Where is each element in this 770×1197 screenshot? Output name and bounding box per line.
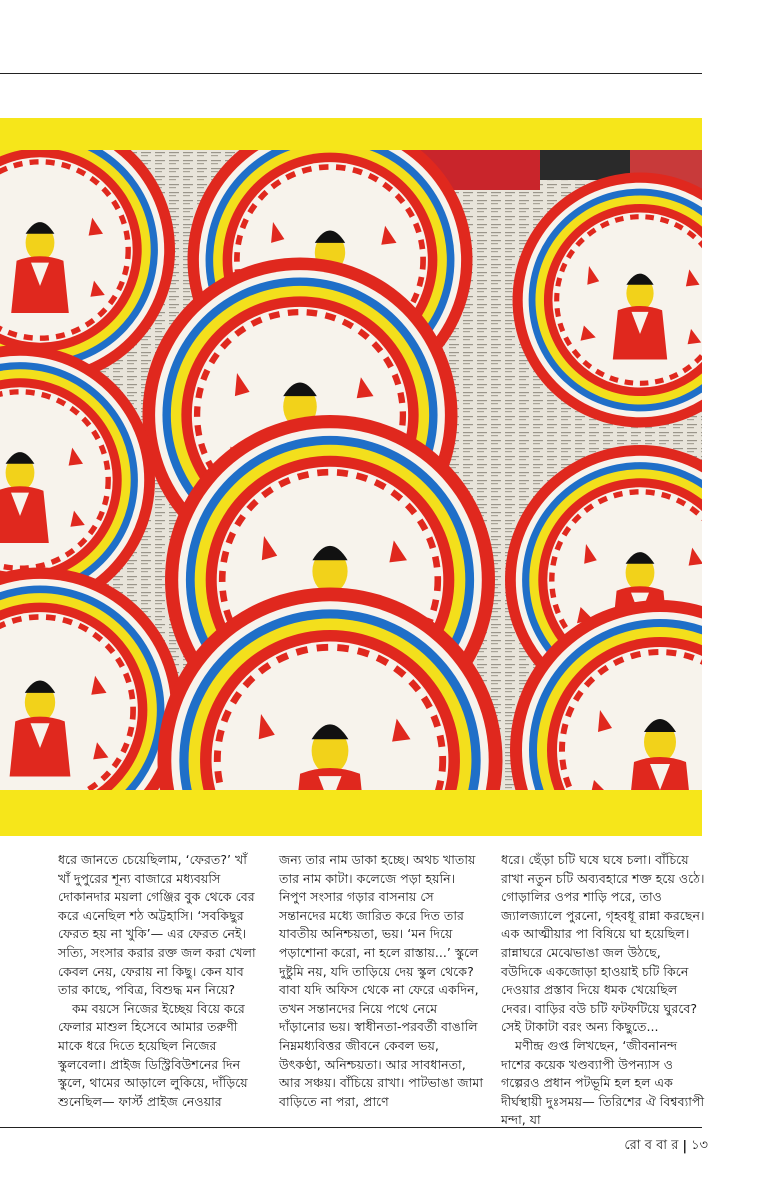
magazine-name: রো ব বা র [624, 1138, 679, 1153]
bottom-rule [0, 1127, 702, 1128]
article-column-3 [501, 851, 705, 1130]
page-footer [624, 1136, 708, 1157]
page-number: ১৩ [691, 1138, 708, 1153]
paragraph: কম বয়সে নিজের ইচ্ছেয় বিয়ে করে ফেলার মাশুল হিসেবে আমার তরুণী মাকে ধরে দিতে হয়েছিল নিজের স্কুলবেলা। প্রাইজ ডিস্ট্রিবিউশনের দিন স্কুলে, থামের আড়ালে লুকিয়ে, দাঁড়িয়ে শুনেছিল— ফার্স্ট প্রাইজ নেওয়ার [58, 1000, 248, 1109]
article-column-2 [279, 851, 484, 1111]
paragraph: মণীন্দ্র গুপ্ত লিখছেন, ‘জীবনানন্দ দাশের কয়েক খণ্ডব্যাপী উপন্যাস ও গল্পেরও প্রধান পটভূমি হল হল এক দীর্ঘস্থায়ী দুঃসময়— তিরিশের ঐ বিশ্বব্যাপী মন্দা, যা [501, 1037, 705, 1128]
article-column-1 [58, 851, 262, 1111]
paragraph: জন্য তার নাম ডাকা হচ্ছে। অথচ খাতায় তার নাম কাটা। কলেজে পড়া হয়নি। নিপুণ সংসার গড়ার বাসনায় সে সন্তানদের মধ্যে জারিত করে দিত তার যাবতীয় অনিশ্চয়তা, ভয়। ‘মন দিয়ে পড়াশোনা করো, না হলে রাস্তায়...’ স্কুলে দুষ্টুমি নয়, যদি তাড়িয়ে দেয় স্কুল থেকে? বাবা যদি অফিস থেকে না ফেরে একদিন, তখন সন্তানদের নিয়ে পথে নেমে দাঁড়ানোর ভয়। স্বাধীনতা-পরবর্তী বাঙালি নিম্নমধ্যবিত্তর জীবনে কেবল ভয়, উৎকণ্ঠা, অনিশ্চয়তা। আর সাবধানতা, আর সঞ্চয়। বাঁচিয়ে রাখা। পাটভাঙা জামা বাড়িতে না পরা, প্রাণে [279, 852, 483, 1109]
cover-photo [0, 150, 702, 790]
paragraph: ধরে। ছেঁড়া চটি ঘষে ঘষে চলা। বাঁচিয়ে রাখা নতুন চটি অব্যবহারে শক্ত হয়ে ওঠে। গোড়ালির ওপর শাড়ি পরে, তাও জ্যালজ্যালে পুরনো, গৃহবধূ রান্না করছেন। এক আত্মীয়ার পা বিষিয়ে ঘা হয়েছিল। রান্নাঘরে মেঝেভাঙা জল উঠছে, বউদিকে একজোড়া হাওয়াই চটি কিনে দেওয়ার প্রস্তাব দিয়ে ধমক খেয়েছিল দেবর। বাড়ির বউ চটি ফটফটিয়ে ঘুরবে? সেই টাকাটা বরং অন্য কিছুতে... [501, 852, 705, 1035]
top-rule [0, 73, 702, 74]
paragraph: ধরে জানতে চেয়েছিলাম, ‘ফেরত?’ খাঁ খাঁ দুপুরের শূন্য বাজারে মধ্যবয়সি দোকানদার ময়লা গেঞ্জির বুক থেকে বের করে এনেছিল শঠ অট্টহাসি। ‘সবকিছুর ফেরত হয় না খুকি’— এর ফেরত নেই। সত্যি, সংসার করার রক্ত জল করা খেলা কেবল নেয়, ফেরায় না কিছু। কেন যাব তার কাছে, পবিত্র, বিশুদ্ধ মন নিয়ে? [58, 852, 256, 998]
footer-separator: | [682, 1139, 688, 1154]
